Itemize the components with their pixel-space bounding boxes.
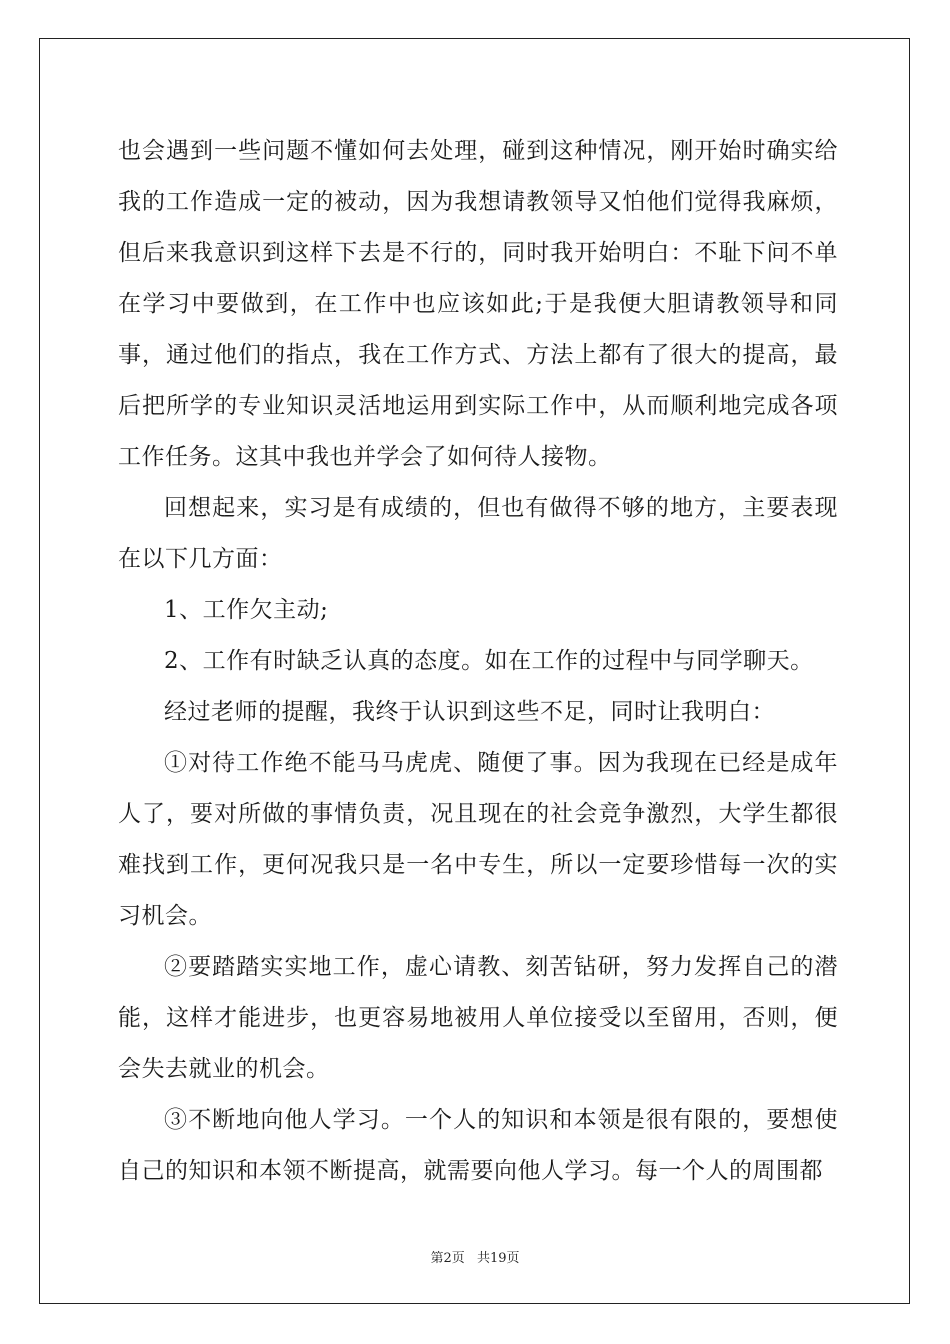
paragraph-2: 回想起来，实习是有成绩的，但也有做得不够的地方，主要表现在以下几方面： bbox=[118, 495, 838, 572]
paragraph-1: 也会遇到一些问题不懂如何去处理，碰到这种情况，刚开始时确实给我的工作造成一定的被动，因为我想请教领导又怕他们觉得我麻烦，但后来我意识到这样下去是不行的，同时我开始明白：不耻下问不单在学习中要做到，在工作中也应该如此;于是我便大胆请教领导和同事，通过他们的指点，我在工作方式、方法上都有了很大的提高，最后把所学的专业知识灵活地运用到实际工作中，从而顺利地完成各项工作任务。这其中我也并学会了如何待人接物。 bbox=[118, 138, 838, 470]
paragraph-5: 经过老师的提醒，我终于认识到这些不足，同时让我明白： bbox=[164, 699, 775, 725]
page-footer bbox=[0, 1247, 950, 1266]
paragraph-7: ②要踏踏实实地工作，虚心请教、刻苦钻研，努力发挥自己的潜能，这样才能进步，也更容易地被用人单位接受以至留用，否则，便会失去就业的机会。 bbox=[118, 954, 838, 1082]
document-body bbox=[118, 126, 838, 1197]
paragraph-3: 1、工作欠主动; bbox=[164, 597, 329, 623]
paragraph-6: ①对待工作绝不能马马虎虎、随便了事。因为我现在已经是成年人了，要对所做的事情负责，况且现在的社会竞争激烈，大学生都很难找到工作，更何况我只是一名中专生，所以一定要珍惜每一次的实习机会。 bbox=[118, 750, 838, 929]
paragraph-4: 2、工作有时缺乏认真的态度。如在工作的过程中与同学聊天。 bbox=[164, 648, 814, 674]
page-total: 共19页 bbox=[476, 1251, 520, 1266]
paragraph-8: ③不断地向他人学习。一个人的知识和本领是很有限的，要想使自己的知识和本领不断提高，就需要向他人学习。每一个人的周围都 bbox=[118, 1107, 838, 1184]
page-number: 第2页 bbox=[430, 1251, 465, 1266]
